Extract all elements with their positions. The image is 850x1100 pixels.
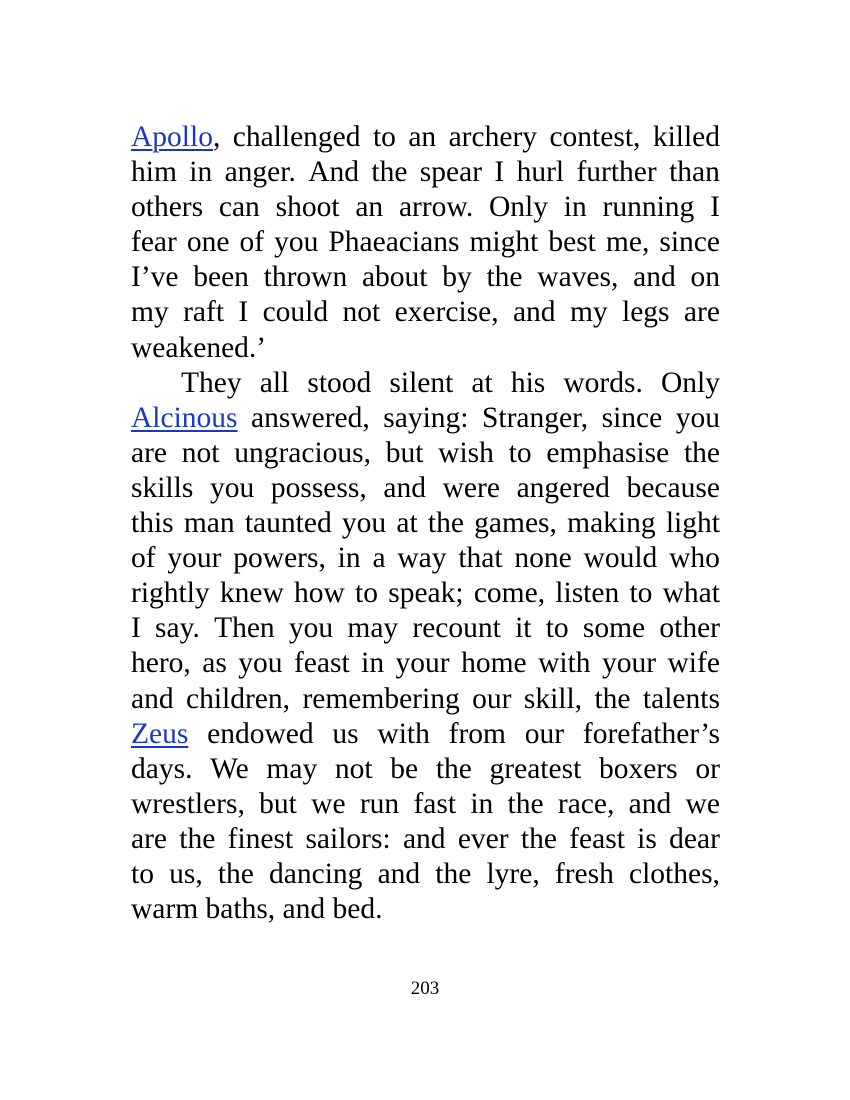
word: hero, — [131, 647, 191, 680]
word: to — [508, 436, 532, 469]
word: fear — [131, 226, 177, 259]
text-line — [131, 646, 720, 681]
word: you — [274, 226, 319, 259]
text-line: weakened.’ — [131, 331, 267, 364]
word: you — [341, 507, 387, 540]
word: him — [131, 156, 177, 189]
word: silent — [389, 366, 454, 399]
word: in — [337, 542, 361, 575]
word: feast — [569, 822, 625, 855]
word: you — [209, 471, 255, 504]
word: I — [131, 612, 141, 645]
word: at — [396, 507, 418, 540]
word: home — [461, 647, 527, 680]
word: you — [675, 401, 720, 434]
word: how — [294, 577, 345, 610]
text-line — [131, 436, 720, 471]
text-line — [131, 190, 720, 225]
word: finest — [227, 822, 294, 855]
word: endowed — [207, 717, 314, 750]
word: as — [202, 647, 227, 680]
word: we — [311, 787, 346, 820]
word: you — [238, 647, 283, 680]
word: to — [629, 577, 653, 610]
word: Then — [214, 612, 275, 645]
word: say. — [155, 612, 200, 645]
word: spear — [419, 156, 483, 189]
word: feast — [293, 647, 350, 680]
word: the — [427, 507, 464, 540]
word: in — [361, 647, 385, 680]
text-line — [131, 225, 720, 260]
word: are — [131, 822, 168, 855]
word: waves, — [537, 261, 619, 294]
word: others — [131, 191, 204, 224]
word: come, — [473, 577, 546, 610]
word: fast — [413, 787, 457, 820]
word: be — [390, 752, 419, 785]
word: best — [548, 226, 596, 259]
word: were — [442, 471, 500, 504]
word: you — [288, 612, 334, 645]
word: may — [266, 752, 318, 785]
word: ever — [457, 822, 509, 855]
word: and — [512, 296, 556, 329]
word: listen — [555, 577, 620, 610]
word: taunted — [244, 507, 332, 540]
word: not — [181, 436, 220, 469]
word: not — [342, 296, 381, 329]
word: other — [659, 612, 720, 645]
word: I’ve — [131, 261, 179, 294]
word: we — [685, 787, 720, 820]
word: greatest — [489, 752, 582, 785]
word: and — [628, 787, 672, 820]
word: but — [259, 787, 297, 820]
word: recount — [412, 612, 501, 645]
word: boxers — [598, 752, 678, 785]
word: one — [186, 226, 230, 259]
word: light — [665, 507, 720, 540]
word: our — [472, 682, 512, 715]
word: the — [435, 752, 472, 785]
text-line — [131, 576, 720, 611]
word: We — [210, 752, 249, 785]
word: at — [471, 366, 493, 399]
word: it — [515, 612, 532, 645]
word: to — [355, 577, 378, 610]
word: your — [395, 647, 450, 680]
word: or — [695, 752, 720, 785]
word: legs — [622, 296, 670, 329]
word: clothes, — [629, 857, 720, 890]
hyperlink-zeus[interactable]: Zeus — [131, 717, 189, 750]
word: his — [510, 366, 546, 399]
word: They — [181, 366, 242, 399]
word: would — [583, 542, 658, 575]
word: angered — [516, 471, 610, 504]
word: us — [332, 717, 359, 750]
word: may — [347, 612, 399, 645]
word: the — [594, 682, 631, 715]
word: could — [262, 296, 329, 329]
hyperlink-apollo[interactable]: Apollo — [131, 121, 213, 153]
word: been — [193, 261, 249, 294]
word: dear — [669, 822, 720, 855]
word: some — [582, 612, 646, 645]
text-line: warm baths, and bed. — [131, 893, 383, 926]
word: shoot — [275, 191, 340, 224]
word: forefather’s — [582, 717, 720, 750]
word: possess, — [270, 471, 367, 504]
word: because — [626, 471, 720, 504]
word: raft — [183, 296, 225, 329]
word: exercise, — [394, 296, 499, 329]
word: but — [385, 436, 424, 469]
word: making — [567, 507, 656, 540]
word: all — [259, 366, 290, 399]
word: by — [442, 261, 472, 294]
word: saying: — [383, 401, 469, 434]
text-line — [131, 682, 720, 717]
word: I — [494, 156, 505, 189]
word: the — [217, 857, 254, 890]
word: the — [520, 822, 557, 855]
word: stood — [307, 366, 372, 399]
word: knew — [219, 577, 284, 610]
word: running — [602, 191, 695, 224]
word — [131, 717, 188, 752]
word: this — [131, 507, 174, 540]
word: challenged — [232, 121, 361, 153]
word: man — [183, 507, 235, 540]
word: talents — [642, 682, 720, 715]
word: our — [524, 717, 565, 750]
word: speak; — [388, 577, 464, 610]
word: arrow. — [398, 191, 474, 224]
text-line — [131, 366, 720, 401]
word: Only — [488, 191, 548, 224]
word: run — [359, 787, 400, 820]
word: and — [633, 261, 676, 294]
word: further — [576, 156, 657, 189]
word: sailors: — [305, 822, 391, 855]
word: answered, — [251, 401, 370, 434]
word: about — [361, 261, 428, 294]
word: wrestlers, — [131, 787, 245, 820]
word: from — [448, 717, 506, 750]
word: and — [377, 857, 421, 890]
word: anger. — [224, 156, 296, 189]
word: games, — [474, 507, 557, 540]
word: way — [397, 542, 447, 575]
text-line — [131, 611, 720, 646]
word: in — [470, 787, 494, 820]
word: since — [601, 401, 663, 434]
word: days. — [131, 752, 193, 785]
word: skill, — [523, 682, 583, 715]
word: lyre, — [486, 857, 540, 890]
word: killed — [652, 121, 720, 153]
hyperlink-alcinous[interactable]: Alcinous — [131, 401, 238, 434]
text-line — [131, 822, 720, 857]
word: the — [435, 857, 472, 890]
word: a — [372, 542, 386, 575]
word: is — [637, 822, 657, 855]
text-line — [131, 155, 720, 190]
word — [131, 401, 238, 436]
word: an — [355, 191, 384, 224]
text-line — [131, 541, 720, 576]
word: to — [545, 612, 569, 645]
word: me, — [605, 226, 650, 259]
word: the — [179, 822, 216, 855]
word: fresh — [554, 857, 614, 890]
word: rightly — [131, 577, 210, 610]
word: wife — [667, 647, 720, 680]
word: the — [371, 156, 408, 189]
word: of — [131, 542, 156, 575]
word: might — [469, 226, 539, 259]
word: I — [238, 296, 249, 329]
word: the — [486, 261, 523, 294]
word: contest, — [549, 121, 641, 153]
word: can — [218, 191, 260, 224]
word: are — [131, 436, 168, 469]
word: to — [131, 857, 154, 890]
word: Apollo, — [131, 121, 221, 153]
word: not — [334, 752, 373, 785]
word: and — [383, 471, 426, 504]
word: and — [402, 822, 446, 855]
word: who — [669, 542, 720, 575]
text-line — [131, 752, 720, 787]
word: my — [569, 296, 608, 329]
text-line — [131, 717, 720, 752]
word: none — [514, 542, 572, 575]
word: of — [239, 226, 265, 259]
word: Stranger, — [481, 401, 589, 434]
text-line — [131, 787, 720, 822]
text-line — [131, 260, 720, 295]
text-line — [131, 120, 720, 155]
word: in — [563, 191, 587, 224]
word: my — [131, 296, 169, 329]
word: in — [189, 156, 213, 189]
page-number: 203 — [410, 978, 440, 999]
word: words. — [563, 366, 643, 399]
word: that — [458, 542, 503, 575]
word: hurl — [516, 156, 565, 189]
word: your — [601, 647, 657, 680]
word: than — [669, 156, 720, 189]
word: thrown — [263, 261, 348, 294]
word: powers, — [233, 542, 326, 575]
word: an — [408, 121, 437, 153]
word: skills — [131, 471, 194, 504]
word: on — [690, 261, 720, 294]
body-text — [131, 120, 720, 927]
word: remembering — [302, 682, 460, 715]
text-line — [131, 857, 720, 892]
text-line — [131, 401, 720, 436]
word: ungracious, — [234, 436, 371, 469]
word: Only — [660, 366, 720, 399]
word: the — [507, 787, 544, 820]
word: archery — [448, 121, 538, 153]
word: us, — [169, 857, 203, 890]
word: emphasise — [546, 436, 670, 469]
word: what — [662, 577, 720, 610]
text-line — [131, 295, 720, 330]
word: your — [167, 542, 222, 575]
word: children, — [186, 682, 291, 715]
text-line — [131, 471, 720, 506]
word: since — [659, 226, 720, 259]
word: dancing — [269, 857, 363, 890]
word: wish — [438, 436, 494, 469]
word: are — [683, 296, 720, 329]
word: and — [131, 682, 174, 715]
word: race, — [557, 787, 615, 820]
word: with — [538, 647, 591, 680]
word: with — [377, 717, 430, 750]
text-line — [131, 506, 720, 541]
word: the — [683, 436, 720, 469]
word: to — [372, 121, 396, 153]
word: And — [308, 156, 360, 189]
word: Phaeacians — [328, 226, 460, 259]
word: I — [710, 191, 720, 224]
